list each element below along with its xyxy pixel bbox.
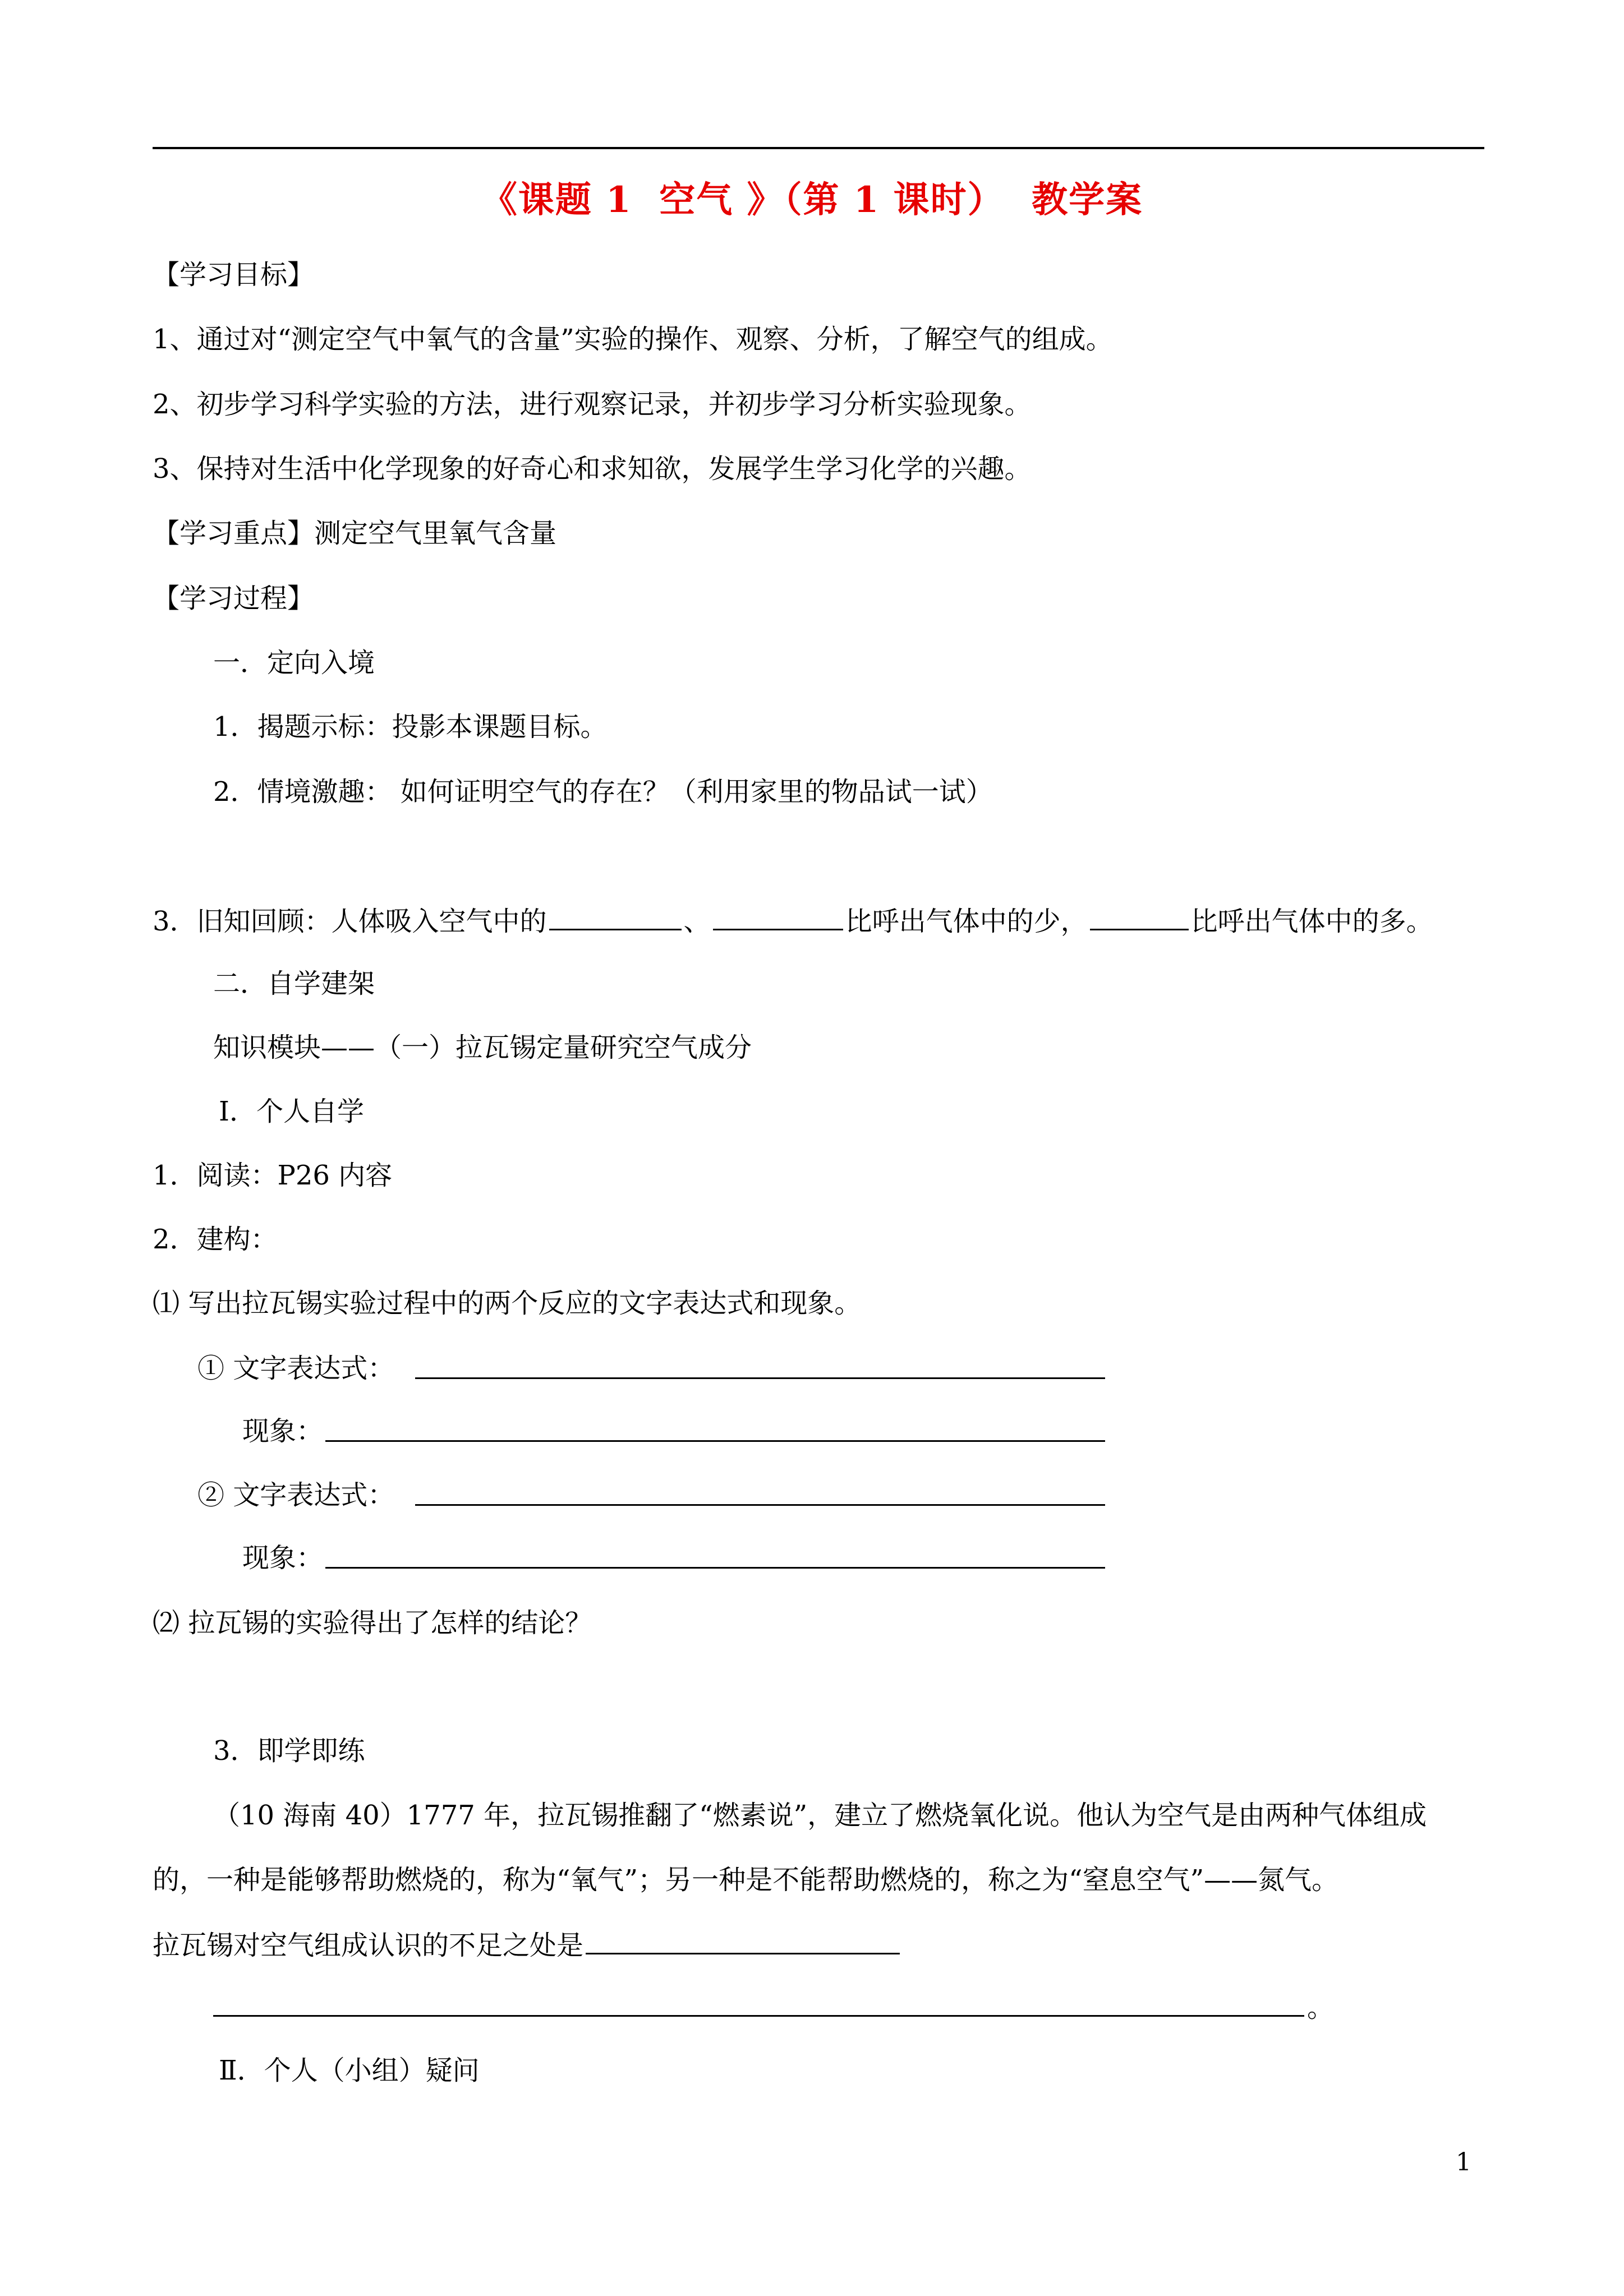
exercise-paragraph-text: 拉瓦锡对空气组成认识的不足之处是 bbox=[153, 1930, 584, 1961]
goal-1: 1、通过对“测定空气中氧气的含量”实验的操作、观察、分析，了解空气的组成。 bbox=[153, 324, 1113, 355]
subsection-1-heading: Ⅰ．个人自学 bbox=[219, 1096, 364, 1127]
exercise-paragraph-line-2: 的，一种是能够帮助燃烧的，称为“氧气”；另一种是不能帮助燃烧的，称之为“窒息空气”——氮气。 bbox=[153, 1864, 1339, 1896]
goal-3: 3、保持对生活中化学现象的好奇心和求知欲，发展学生学习化学的兴趣。 bbox=[153, 453, 1032, 485]
paragraph-end-mark: 。 bbox=[1307, 1992, 1335, 2023]
exercise-paragraph-line-1: （10 海南 40）1777 年，拉瓦锡推翻了“燃素说”，建立了燃烧氧化说。他认为空气是由两种气体组成 bbox=[213, 1800, 1427, 1831]
item-1: 1．揭题示标：投影本课题目标。 bbox=[213, 711, 608, 743]
item-3-text-a: 3．旧知回顾：人体吸入空气中的 bbox=[153, 906, 547, 937]
goals-heading: 【学习目标】 bbox=[153, 259, 315, 291]
section-2-heading: 二．自学建架 bbox=[213, 968, 375, 999]
answer-blank[interactable] bbox=[549, 902, 682, 930]
process-heading: 【学习过程】 bbox=[153, 583, 315, 614]
reading-item: 1．阅读：P26 内容 bbox=[153, 1160, 393, 1191]
subsection-2-heading: Ⅱ．个人（小组）疑问 bbox=[219, 2055, 480, 2086]
knowledge-module: 知识模块——（一）拉瓦锡定量研究空气成分 bbox=[213, 1032, 752, 1063]
build-item: 2．建构： bbox=[153, 1224, 278, 1255]
item-3-text-d: 比呼出气体中的多。 bbox=[1190, 906, 1433, 937]
section-1-heading: 一．定向入境 bbox=[213, 647, 375, 679]
answer-line[interactable] bbox=[325, 1440, 1105, 1442]
answer-blank[interactable] bbox=[713, 902, 843, 930]
page-title: 《课题 1 空气 》（第 1 课时） 教学案 bbox=[481, 179, 1143, 221]
answer-line[interactable] bbox=[325, 1567, 1105, 1569]
answer-blank[interactable] bbox=[1090, 902, 1189, 930]
item-3-text-b: 、 bbox=[683, 906, 711, 937]
practice-heading: 3．即学即练 bbox=[213, 1735, 365, 1767]
item-3-text-c: 比呼出气体中的少， bbox=[845, 906, 1088, 937]
reaction-2-phenomenon-label: 现象： bbox=[242, 1542, 324, 1574]
answer-blank[interactable] bbox=[586, 1926, 900, 1954]
goal-2: 2、初步学习科学实验的方法，进行观察记录，并初步学习分析实验现象。 bbox=[153, 389, 1032, 420]
question-2: ⑵ 拉瓦锡的实验得出了怎样的结论？ bbox=[153, 1607, 592, 1639]
key-point: 【学习重点】测定空气里氧气含量 bbox=[153, 518, 557, 549]
reaction-1-phenomenon-label: 现象： bbox=[242, 1416, 324, 1447]
page-number: 1 bbox=[1456, 2148, 1471, 2177]
reaction-1-expression-label: ① 文字表达式： bbox=[197, 1353, 395, 1384]
question-1: ⑴ 写出拉瓦锡实验过程中的两个反应的文字表达式和现象。 bbox=[153, 1288, 862, 1319]
answer-line[interactable] bbox=[213, 2015, 1304, 2017]
item-2: 2．情境激趣： 如何证明空气的存在？（利用家里的物品试一试） bbox=[213, 776, 993, 808]
exercise-paragraph-line-3 bbox=[153, 1926, 902, 1963]
reaction-2-expression-label: ② 文字表达式： bbox=[197, 1479, 395, 1511]
item-3 bbox=[153, 902, 1433, 939]
answer-line[interactable] bbox=[415, 1377, 1105, 1379]
header-rule bbox=[153, 147, 1484, 149]
answer-line[interactable] bbox=[415, 1504, 1105, 1506]
